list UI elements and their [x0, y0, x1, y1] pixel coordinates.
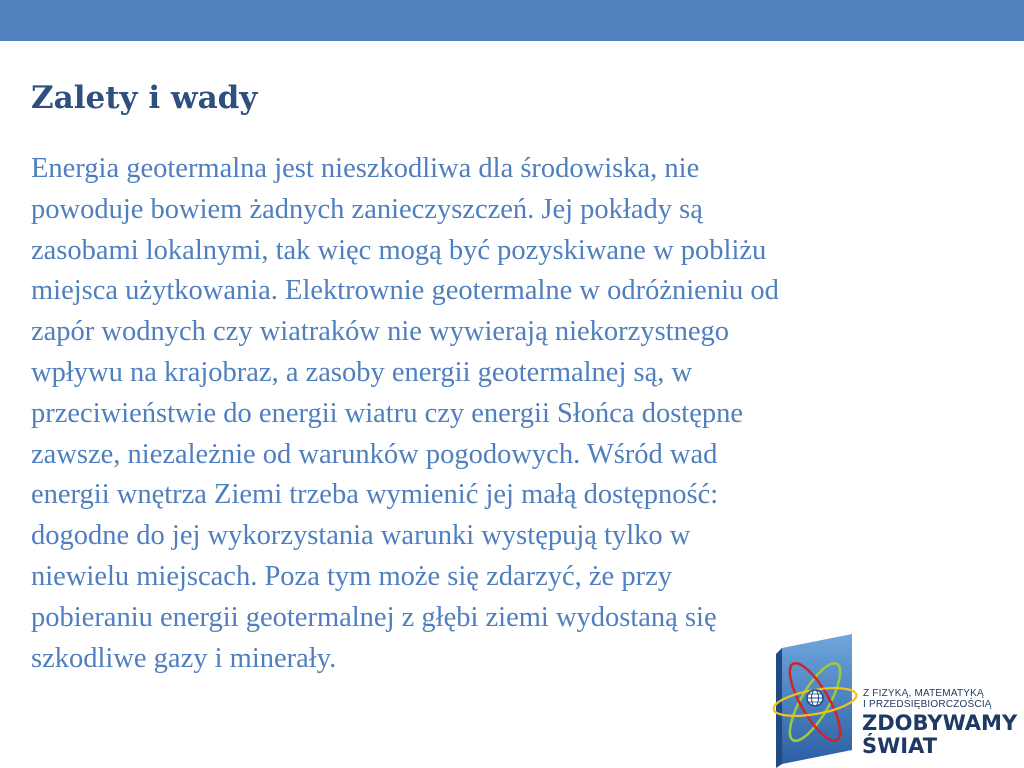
- atom-globe-logo-icon: [770, 630, 860, 768]
- logo-word-zdobywamy: ZDOBYWAMY: [862, 711, 1018, 735]
- slide-body-text: Energia geotermalna jest nieszkodliwa dla środowiska, nie powoduje bowiem żadnych zanieczyszczeń. Jej pokłady są zasobami lokalnymi, tak więc mogą być pozyskiwane w pobliżu miejsca użytkowania. Elektrownie geotermalne w odróżnieniu od zapór wodnych czy wiatraków nie wywierają niekorzystnego wpływu na krajobraz, a zasoby energii geotermalnej są, w przeciwieństwie do energii wiatru czy energii Słońca dostępne zawsze, niezależnie od warunków pogodowych. Wśród wad energii wnętrza Ziemi trzeba wymienić jej małą dostępność: dogodne do jej wykorzystania warunki występują tylko w niewielu miejscach. Poza tym może się zdarzyć, że przy pobieraniu energii geotermalnej z głębi ziemi wydostaną się szkodliwe gazy i minerały.: [31, 153, 779, 674]
- top-accent-bar: [0, 0, 1024, 41]
- logo-tagline-line2: I PRZEDSIĘBIORCZOŚCIĄ: [863, 699, 992, 710]
- logo-word-swiat: ŚWIAT: [862, 734, 938, 758]
- slide-title: Zalety i wady: [31, 80, 258, 116]
- project-logo: [770, 630, 1024, 768]
- logo-tagline-line1: Z FIZYKĄ, MATEMATYKĄ: [863, 688, 984, 699]
